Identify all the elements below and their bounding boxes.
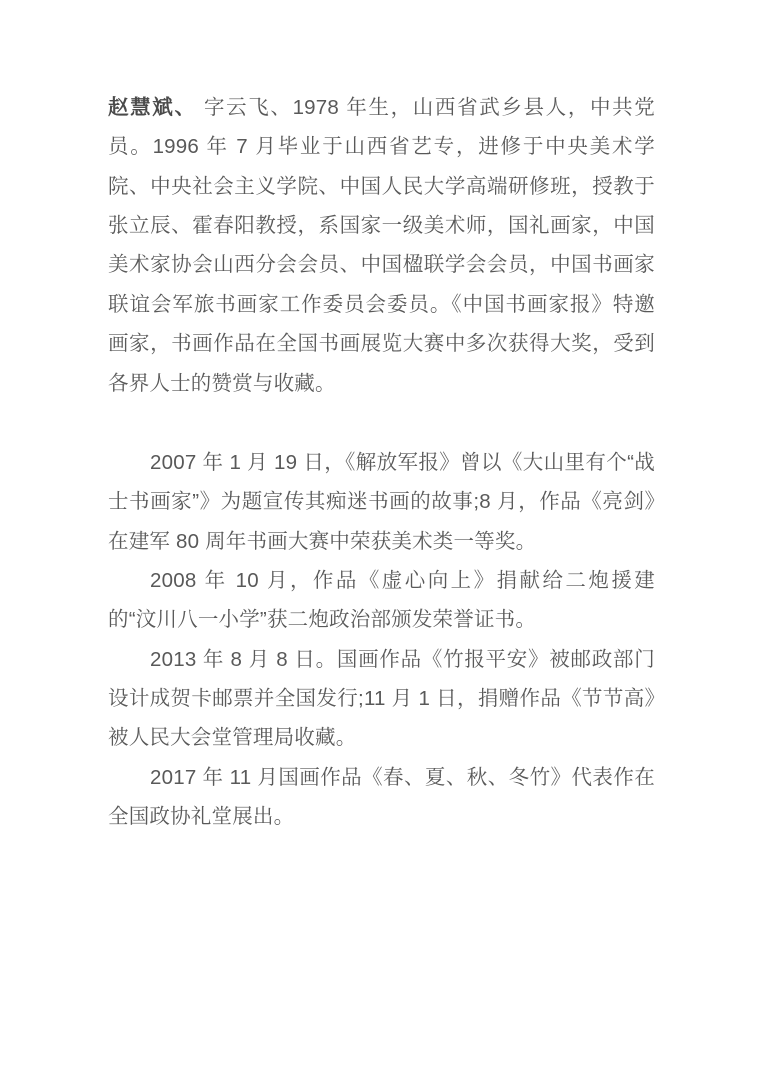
paragraph-2013: 2013 年 8 月 8 日。国画作品《竹报平安》被邮政部门设计成贺卡邮票并全国发行;11 月 1 日，捐赠作品《节节高》被人民大会堂管理局收藏。 (108, 647, 655, 750)
paragraph-2007: 2007 年 1 月 19 日，《解放军报》曾以《大山里有个“战士书画家”》为题宣传其痴迷书画的故事;8 月，作品《亮剑》在建军 80 周年书画大赛中荣获美术类一等奖。 (108, 450, 655, 553)
paragraph-spacer (108, 403, 655, 443)
paragraph-2008: 2008 年 10 月，作品《虚心向上》捐献给二炮援建的“汶川八一小学”获二炮政治部颁发荣誉证书。 (108, 568, 655, 632)
paragraph-bio-text: 字云飞、1978 年生，山西省武乡县人，中共党员。1996 年 7 月毕业于山西省艺专，进修于中央美术学院、中央社会主义学院、中国人民大学高端研修班，授教于张立辰、霍春阳教授，系国家一级美术师，国礼画家，中国美术家协会山西分会会员、中国楹联学会会员，中国书画家联谊会军旅书画家工作委员会委员。《中国书画家报》特邀画家，书画作品在全国书画展览大赛中多次获得大奖，受到各界人士的赞赏与收藏。 (108, 96, 655, 395)
paragraph-bio (108, 88, 655, 403)
document-body (108, 88, 655, 836)
artist-name: 赵慧斌、 (108, 96, 197, 119)
paragraph-2017: 2017 年 11 月国画作品《春、夏、秋、冬竹》代表作在全国政协礼堂展出。 (108, 765, 655, 829)
